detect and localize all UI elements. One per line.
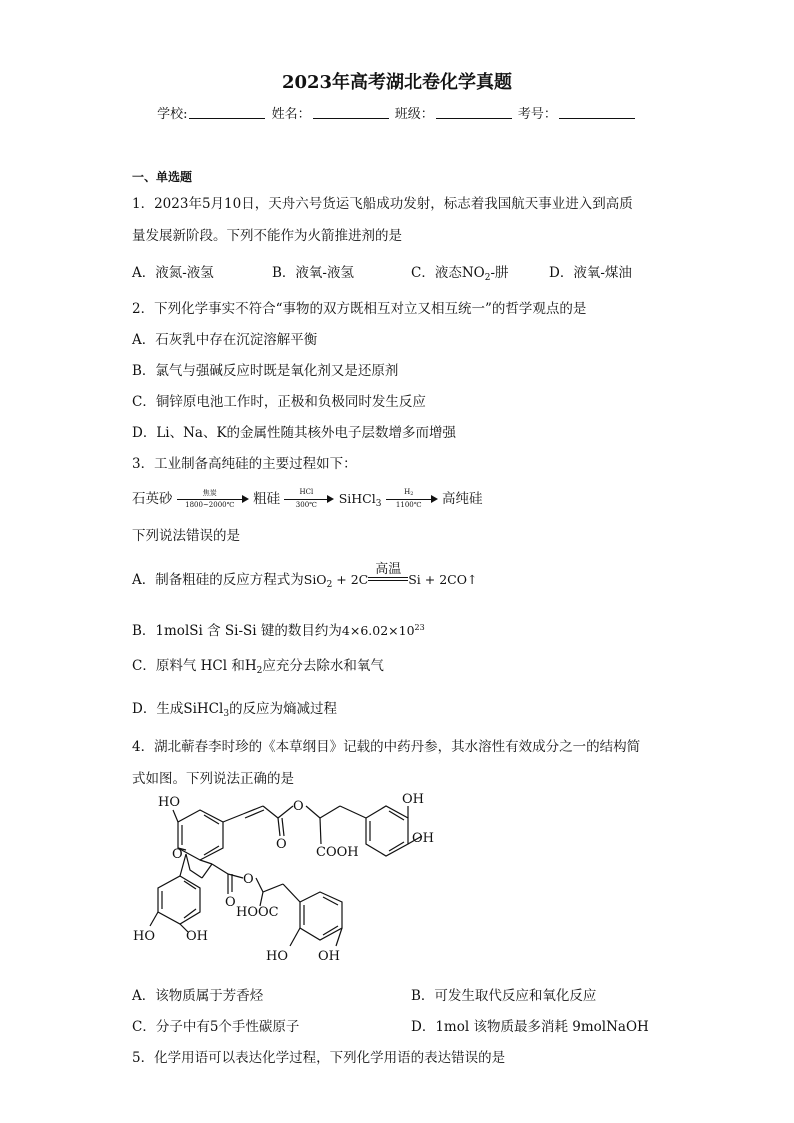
name-blank[interactable] [313,106,389,119]
mol-ho-bottom: HO [266,949,288,964]
q3-option-a[interactable] [132,562,478,590]
q3-a-lhs [303,572,369,590]
q3-a-sio: SiO [303,572,327,587]
arrow2-bottom-label: 300℃ [295,500,317,509]
q3-d-pre: D．生成 [132,701,184,717]
q1-c-post: -肼 [490,265,509,281]
q3-c-pre: C．原料气 HCl 和 [132,658,245,674]
q4-option-b[interactable]: B．可发生取代反应和氧化反应 [411,988,597,1004]
mol-oh-left: OH [186,929,208,944]
exam-no-blank[interactable] [559,106,635,119]
q3-b-pre: B．1molSi 含 Si-Si 键的数目约为 [132,623,342,639]
q3-option-c[interactable] [132,654,384,676]
q3-c-sub: 2 [256,666,263,676]
scheme-sihcl3-formula: SiHCl [338,491,376,506]
q3-a-sio-sub: 2 [326,580,333,590]
mol-oh-right-top: OH [402,792,424,807]
q1-stem-line1: 1．2023年5月10日，天舟六号货运飞船成功发射，标志着我国航天事业进入到高质 [132,196,633,212]
mol-hooc: HOOC [236,905,279,920]
arrow1-top-label: 焦炭 [202,488,217,497]
q1-c-formula: NO [461,265,485,281]
q3-option-d[interactable] [132,697,337,719]
q3-stem: 3．工业制备高纯硅的主要过程如下： [132,456,357,472]
mol-ho-top: HO [158,795,180,810]
arrow3-top-h: H [404,487,411,496]
q3-b-exp: 23 [414,623,425,632]
student-info-row [0,103,794,122]
q1-option-c[interactable] [411,261,509,283]
q3-c-post: 应充分去除水和氧气 [262,658,384,674]
scheme-arrow-3 [386,487,438,509]
structure-diagram [128,788,458,973]
scheme-sihcl3-sub: 3 [375,499,382,509]
q3-b-val: 4×6.02×10 [341,623,415,638]
q1-option-b[interactable]: B．液氧-液氢 [272,265,354,281]
q1-option-d[interactable]: D．液氧-煤油 [549,265,632,281]
q4-option-a[interactable]: A．该物质属于芳香烃 [132,988,264,1004]
q1-stem-line2: 量发展新阶段。下列不能作为火箭推进剂的是 [132,228,402,244]
q5-stem: 5．化学用语可以表达化学过程，下列化学用语的表达错误的是 [132,1050,506,1066]
mol-o-ring: O [172,847,183,862]
mol-o-ester1: O [293,799,304,814]
school-label: 学校: [157,107,188,122]
name-label: 姓名： [271,107,311,122]
q3-a-c: + 2C [332,572,369,587]
q3-a-condition [368,564,408,581]
mol-o-ester2: O [243,872,254,887]
arrow3-bottom-label: 1100℃ [395,500,422,509]
q1-c-pre: C．液态 [411,265,462,281]
mol-cooh: COOH [316,845,359,860]
q4-stem-line2: 式如图。下列说法正确的是 [132,771,294,787]
mol-o-carbonyl2: O [225,895,236,910]
mol-oh-right: OH [412,831,434,846]
q3-process-scheme [132,487,483,509]
q3-d-sub: 3 [223,709,230,719]
q4-stem-line1: 4．湖北蕲春李时珍的《本草纲目》记载的中药丹参，其水溶性有效成分之一的结构简 [132,739,641,755]
page-title: 2023年高考湖北卷化学真题 [281,72,513,93]
class-blank[interactable] [436,106,512,119]
q4-option-d[interactable]: D．1mol 该物质最多消耗 9molNaOH [411,1019,649,1035]
q2-option-c[interactable]: C．铜锌原电池工作时，正极和负极同时发生反应 [132,394,426,410]
section-heading: 一、单选题 [132,170,193,184]
exam-no-label: 考号： [517,107,557,122]
q2-option-b[interactable]: B．氯气与强碱反应时既是氧化剂又是还原剂 [132,363,399,379]
scheme-arrow-2 [284,487,334,509]
q3-a-rhs: Si + 2CO↑ [408,572,478,587]
scheme-quartz: 石英砂 [132,491,173,507]
q2-option-d[interactable]: D．Li、Na、K的金属性随其核外电子层数增多而增强 [132,425,457,441]
arrow3-top-label [386,488,432,497]
mol-o-carbonyl1: O [276,837,287,852]
q1-c-sub: 2 [484,273,491,283]
class-label: 班级： [394,107,434,122]
scheme-arrow-1 [177,488,249,509]
q2-stem: 2．下列化学事实不符合“事物的双方既相互对立又相互统一”的哲学观点的是 [132,301,587,317]
scheme-sihcl3 [338,491,382,509]
q3-c-h: H [244,658,257,674]
q1-option-a[interactable]: A．液氮-液氢 [132,265,214,281]
q2-option-a[interactable]: A．石灰乳中存在沉淀溶解平衡 [132,332,318,348]
school-blank[interactable] [189,106,265,119]
arrow2-top-label: HCl [299,487,314,496]
scheme-pure-si: 高纯硅 [442,491,483,507]
mol-ho-left: HO [133,929,155,944]
q3-a-pre: A．制备粗硅的反应方程式为 [132,572,304,588]
scheme-crude-si: 粗硅 [253,491,281,507]
q3-a-cond-label: 高温 [375,562,402,577]
q3-ask: 下列说法错误的是 [132,528,240,544]
arrow3-top-sub: 2 [410,490,414,497]
q4-option-c[interactable]: C．分子中有5个手性碳原子 [132,1019,300,1035]
arrow1-bottom-label: 1800~2000℃ [185,500,235,509]
mol-oh-bottom: OH [318,949,340,964]
q3-option-b[interactable] [132,619,425,639]
q3-d-post: 的反应为熵减过程 [229,701,338,717]
q3-d-formula: SiHCl [183,701,224,717]
